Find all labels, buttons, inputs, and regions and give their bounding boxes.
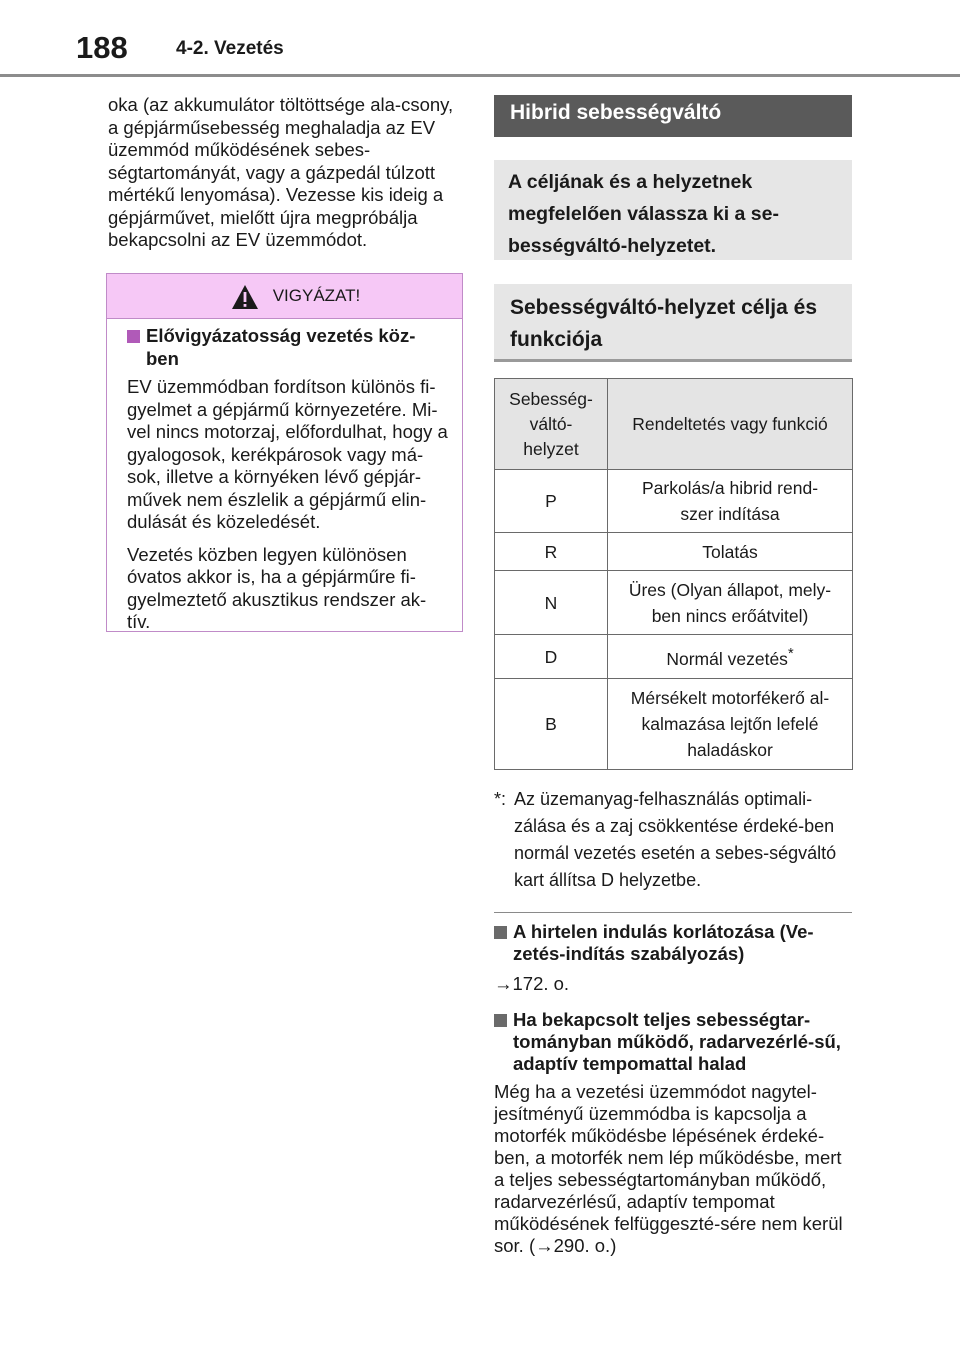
footnote (494, 786, 854, 894)
square-bullet-icon (494, 926, 507, 939)
subsection-title-1: A hirtelen indulás korlátozása (Ve-zetés-indítás szabályozás) (494, 921, 854, 965)
caution-subtitle (127, 325, 448, 370)
caution-box (106, 273, 463, 632)
position-cell: D (495, 635, 608, 679)
subsection-body-2: Még ha a vezetési üzemmódot nagytel-jesítményű üzemmódba is kapcsolja a motorfék működésbe lépésének érdeké-ben, a motorfék nem lép működésbe, mert a teljes sebességtartományban működő, radarvezérlésű, adaptív tempomat működésének felfüggeszté-sére nem kerül sor. (→290. o.) (494, 1081, 843, 1256)
section-bar-hybrid-transmission: Hibrid sebességváltó (494, 95, 852, 137)
square-bullet-icon (494, 1014, 507, 1027)
table-row (495, 571, 853, 635)
function-cell: Normál vezetés* (608, 635, 853, 679)
square-bullet-icon (127, 330, 140, 343)
caution-paragraph-2: Vezetés közben legyen különösen óvatos akkor is, ha a gépjárműre fi-gyelmeztető akusztikus rendszer ak-tív. (127, 543, 427, 632)
table-row (495, 635, 853, 679)
section-title: 4-2. Vezetés (176, 38, 284, 59)
table-row (495, 470, 853, 533)
instruction-box: A céljának és a helyzetnek megfelelően válassza ki a se-bességváltó-helyzetet. (494, 160, 852, 260)
function-cell: Mérsékelt motorfékerő al- kalmazása lejtőn lefelé haladáskor (608, 679, 853, 770)
col-header-position: Sebesség- váltó- helyzet (495, 379, 608, 470)
table-header-row (495, 379, 853, 470)
position-cell: R (495, 533, 608, 571)
table-row (495, 679, 853, 770)
position-cell: P (495, 470, 608, 533)
page-header (0, 0, 960, 78)
footnote-marker: * (787, 646, 794, 663)
caution-subtitle-text: Elővigyázatosság vezetés köz-ben (146, 325, 416, 369)
position-cell: N (495, 571, 608, 635)
caution-header (107, 274, 462, 319)
position-cell: B (495, 679, 608, 770)
table-heading: Sebességváltó-helyzet célja és funkciója (494, 284, 852, 362)
footnote-text: Az üzemanyag-felhasználás optimali-zálása és a zaj csökkentése érdeké-ben normál vezetés esetén a sebes-ségváltó kart állítsa D helyzetbe. (514, 789, 837, 890)
page-number: 188 (76, 30, 128, 65)
function-cell: Üres (Olyan állapot, mely- ben nincs erőátvitel) (608, 571, 853, 635)
shift-position-table (494, 378, 853, 770)
table-row (495, 533, 853, 571)
caution-title: VIGYÁZAT! (272, 286, 361, 305)
left-column (108, 94, 466, 252)
divider (494, 912, 852, 913)
caution-paragraph-1: EV üzemmódban fordítson különös fi-gyelmet a gépjármű környezetére. Mi-vel nincs motorzaj, előfordulhat, hogy a gyalogosok, kerékpárosok vagy má-sok, illetve a környéken lévő gépjár-művek nem észlelik a gépjármű elin-dulását és közeledését. (127, 376, 448, 532)
caution-body (107, 319, 462, 634)
function-cell: Parkolás/a hibrid rend- szer indítása (608, 470, 853, 533)
right-lower-section (494, 921, 854, 1257)
footnote-mark: *: (494, 789, 507, 809)
intro-paragraph: oka (az akkumulátor töltöttsége ala-csony, a gépjárműsebesség meghaladja az EV üzemmód működésének sebes-ségtartományát, vagy a gázpedál túlzott mértékű lenyomása). Vezesse kis ideig a gépjárművet, mielőtt újra megpróbálja bekapcsolni az EV üzemmódot. (108, 94, 454, 250)
col-header-function: Rendeltetés vagy funkció (608, 379, 853, 470)
page-reference-172: →172. o. (494, 973, 570, 994)
subsection-title-2: Ha bekapcsolt teljes sebességtar-tományban működő, radarvezérlé-sű, adaptív tempomattal halad (494, 1009, 854, 1075)
warning-triangle-icon (231, 284, 259, 310)
header-rule (0, 74, 960, 77)
function-cell: Tolatás (608, 533, 853, 571)
